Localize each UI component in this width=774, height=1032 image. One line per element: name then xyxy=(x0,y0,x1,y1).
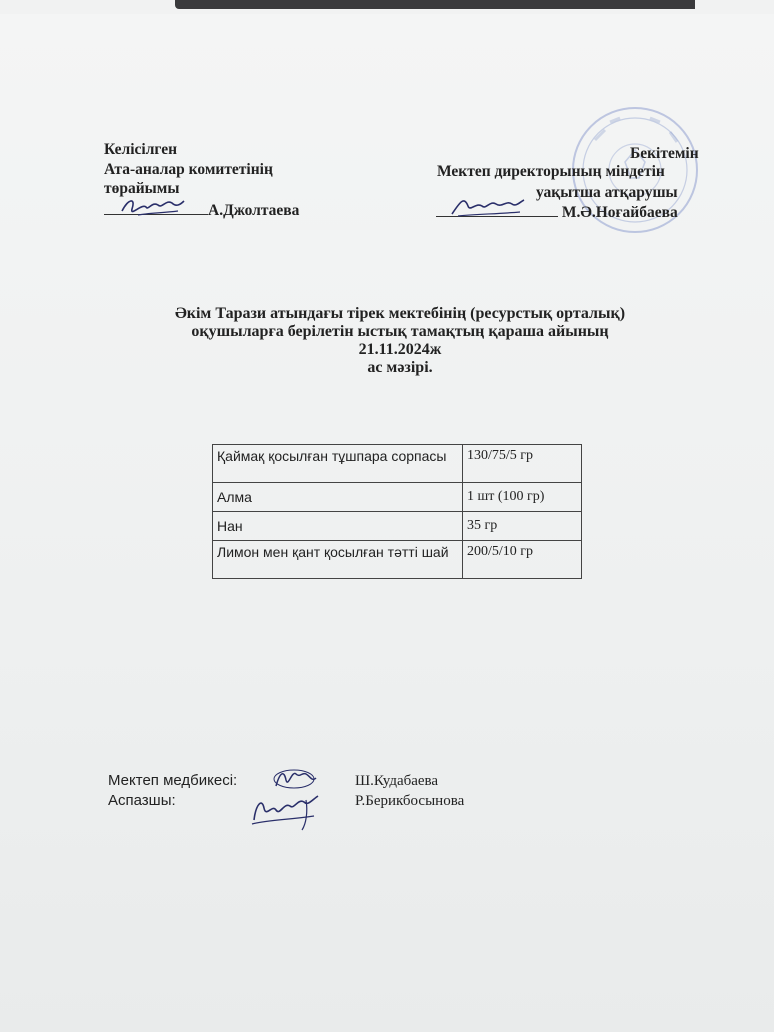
table-row xyxy=(213,512,582,541)
dish-cell: Нан xyxy=(213,512,463,541)
table-row xyxy=(213,483,582,512)
table-row xyxy=(213,541,582,579)
nurse-label: Мектеп медбикесі: xyxy=(108,772,238,789)
dish-cell: Қаймақ қосылған тұшпара сорпасы xyxy=(213,445,463,483)
cook-name: Р.Берикбосынова xyxy=(355,793,465,809)
menu-title xyxy=(80,305,720,377)
dish-cell: Лимон мен қант қосылған тәтті шай xyxy=(213,541,463,579)
approval-left-line1: Келісілген xyxy=(104,141,178,158)
title-line4: ас мәзірі. xyxy=(367,359,433,376)
approval-right-signer: М.Ә.Ноғайбаева xyxy=(561,204,678,221)
nurse-name: Ш.Кудабаева xyxy=(355,773,439,789)
signature-left xyxy=(118,193,188,223)
portion-cell: 130/75/5 гр xyxy=(463,445,582,483)
title-line2: оқушыларға берілетін ыстық тамақтың қараша айының xyxy=(191,323,609,340)
dish-cell: Алма xyxy=(213,483,463,512)
title-line3: 21.11.2024ж xyxy=(358,341,442,358)
menu-table xyxy=(212,444,582,579)
signature-right xyxy=(448,192,528,222)
approval-right-line1: Бекітемін xyxy=(630,145,699,162)
signature-cook xyxy=(246,790,326,834)
approval-left-line3: төрайымы xyxy=(104,180,180,197)
background-object xyxy=(175,0,695,9)
title-line1: Әкім Тарази атындағы тірек мектебінің (ресурстық орталық) xyxy=(174,305,626,322)
portion-cell: 1 шт (100 гр) xyxy=(463,483,582,512)
table-row xyxy=(213,445,582,483)
portion-cell: 35 гр xyxy=(463,512,582,541)
portion-cell: 200/5/10 гр xyxy=(463,541,582,579)
approval-left-signer: А.Джолтаева xyxy=(208,202,300,219)
approval-right-line3: уақытша атқарушы xyxy=(536,184,678,201)
approval-right-line2: Мектеп директорының міндетін xyxy=(437,163,665,180)
cook-label: Аспазшы: xyxy=(108,792,176,809)
approval-left-line2: Ата-аналар комитетінің xyxy=(104,161,273,178)
